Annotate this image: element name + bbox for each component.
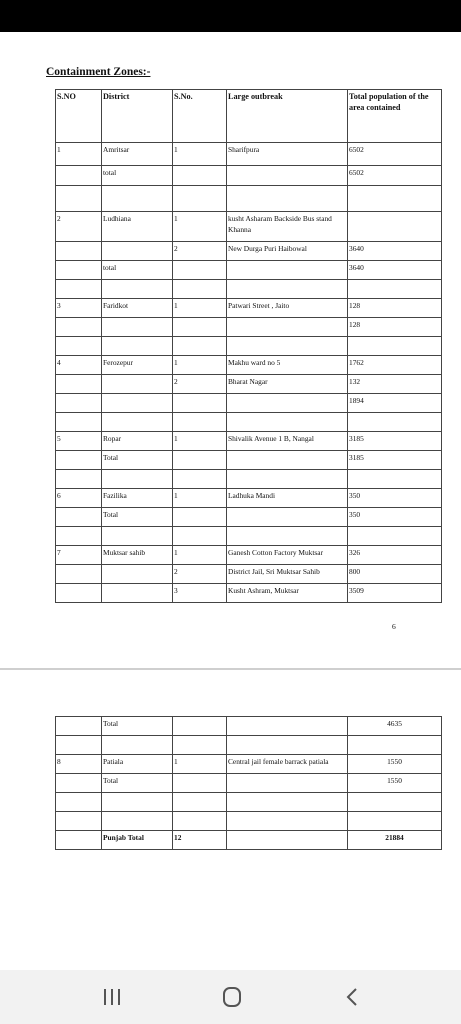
cell-sno: 1 [56,143,102,166]
cell-large-outbreak [227,508,348,527]
cell-sno [56,261,102,280]
table-row [56,375,442,394]
table-row [56,470,442,489]
cell-district: Total [102,508,173,527]
cell-sub-sno: 1 [173,356,227,375]
header-sub-sno: S.No. [173,90,227,143]
cell-sno [56,318,102,337]
cell-sub-sno: 3 [173,584,227,603]
cell-sub-sno [173,774,227,793]
cell-total-population [348,413,442,432]
cell-large-outbreak: Shivalik Avenue 1 B, Nangal [227,432,348,451]
cell-total-population [348,212,442,242]
table-row [56,432,442,451]
cell-large-outbreak: Makhu ward no 5 [227,356,348,375]
cell-large-outbreak [227,774,348,793]
cell-large-outbreak: Sharifpura [227,143,348,166]
navigation-bar [0,970,461,1024]
cell-sno: 7 [56,546,102,565]
cell-total-population: 3509 [348,584,442,603]
cell-sno [56,584,102,603]
cell-sub-sno: 1 [173,143,227,166]
cell-sub-sno [173,261,227,280]
cell-sno [56,565,102,584]
cell-large-outbreak [227,413,348,432]
cell-large-outbreak [227,736,348,755]
cell-sno: 3 [56,299,102,318]
cell-large-outbreak [227,470,348,489]
table-row [56,337,442,356]
cell-sub-sno [173,166,227,186]
cell-sub-sno [173,717,227,736]
page-number: 6 [392,622,396,631]
table-row [56,261,442,280]
home-button[interactable] [217,983,247,1011]
cell-large-outbreak [227,280,348,299]
cell-sub-sno: 1 [173,299,227,318]
cell-district [102,736,173,755]
cell-sno: 6 [56,489,102,508]
cell-district: Ropar [102,432,173,451]
table-row [56,736,442,755]
cell-district: Faridkot [102,299,173,318]
cell-district [102,470,173,489]
cell-sub-sno: 1 [173,432,227,451]
cell-district [102,413,173,432]
cell-total-population: 1762 [348,356,442,375]
table-row [56,166,442,186]
cell-total-population: 3185 [348,451,442,470]
table-header-row [56,90,442,143]
cell-district: Total [102,451,173,470]
cell-large-outbreak [227,527,348,546]
cell-sno: 5 [56,432,102,451]
containment-table-continued [55,716,442,850]
cell-total-population: 1550 [348,755,442,774]
cell-sub-sno: 2 [173,565,227,584]
table-row [56,280,442,299]
cell-sno [56,242,102,261]
cell-sno [56,394,102,413]
cell-district [102,584,173,603]
cell-sub-sno [173,527,227,546]
cell-total-population: 1550 [348,774,442,793]
cell-district [102,394,173,413]
cell-total-population: 1894 [348,394,442,413]
document-page-2 [0,670,461,970]
cell-sub-sno [173,793,227,812]
cell-sno [56,527,102,546]
cell-large-outbreak [227,186,348,212]
cell-district [102,242,173,261]
cell-district: Ferozepur [102,356,173,375]
cell-sno: 4 [56,356,102,375]
cell-total-population [348,470,442,489]
cell-sno [56,413,102,432]
status-bar [0,0,461,32]
cell-sub-sno [173,812,227,831]
cell-district [102,280,173,299]
cell-sno [56,166,102,186]
cell-sub-sno [173,508,227,527]
cell-district: Patiala [102,755,173,774]
cell-sno [56,470,102,489]
cell-large-outbreak [227,166,348,186]
cell-sub-sno [173,451,227,470]
cell-district: Punjab Total [102,831,173,850]
cell-district: Muktsar sahib [102,546,173,565]
cell-sub-sno: 1 [173,489,227,508]
cell-large-outbreak [227,793,348,812]
cell-large-outbreak: Central jail female barrack patiala [227,755,348,774]
cell-large-outbreak [227,451,348,470]
header-total-population: Total population of the area contained [348,90,442,143]
cell-sub-sno [173,318,227,337]
cell-total-population: 3185 [348,432,442,451]
cell-sub-sno [173,413,227,432]
cell-total-population [348,527,442,546]
cell-total-population: 350 [348,489,442,508]
cell-large-outbreak [227,261,348,280]
cell-total-population: 6502 [348,143,442,166]
cell-sub-sno [173,394,227,413]
cell-sub-sno: 2 [173,242,227,261]
header-sno: S.NO [56,90,102,143]
cell-sno: 2 [56,212,102,242]
cell-district: Total [102,774,173,793]
cell-sno [56,508,102,527]
recent-apps-icon [97,983,127,1011]
cell-sno [56,812,102,831]
header-large-outbreak: Large outbreak [227,90,348,143]
cell-sno [56,337,102,356]
cell-total-population: 128 [348,318,442,337]
cell-total-population [348,812,442,831]
table-row [56,812,442,831]
cell-district: Total [102,717,173,736]
back-icon [337,983,367,1011]
cell-district [102,186,173,212]
table-row [56,831,442,850]
table-row [56,527,442,546]
page-title: Containment Zones:- [46,66,151,78]
cell-large-outbreak [227,812,348,831]
cell-sno [56,186,102,212]
cell-total-population [348,736,442,755]
cell-sno [56,793,102,812]
cell-total-population [348,186,442,212]
cell-total-population: 3640 [348,261,442,280]
cell-large-outbreak: New Durga Puri Haibowal [227,242,348,261]
table-row [56,584,442,603]
table-row [56,489,442,508]
cell-large-outbreak [227,717,348,736]
cell-total-population [348,337,442,356]
cell-total-population: 350 [348,508,442,527]
cell-large-outbreak: Kusht Ashram, Muktsar [227,584,348,603]
cell-large-outbreak: Bharat Nagar [227,375,348,394]
cell-sub-sno: 1 [173,546,227,565]
recent-apps-button[interactable] [97,983,127,1011]
cell-total-population: 21884 [348,831,442,850]
cell-district [102,337,173,356]
cell-sub-sno: 2 [173,375,227,394]
table-row [56,143,442,166]
cell-district [102,812,173,831]
table-row [56,755,442,774]
cell-district: Amritsar [102,143,173,166]
cell-district [102,793,173,812]
cell-total-population [348,280,442,299]
table-row [56,242,442,261]
cell-total-population: 4635 [348,717,442,736]
cell-large-outbreak: Ladhuka Mandi [227,489,348,508]
table-row [56,565,442,584]
table-row [56,212,442,242]
cell-sub-sno [173,186,227,212]
cell-district: Ludhiana [102,212,173,242]
cell-sno [56,451,102,470]
cell-total-population [348,793,442,812]
cell-district [102,375,173,394]
cell-total-population: 6502 [348,166,442,186]
table-row [56,413,442,432]
back-button[interactable] [337,983,367,1011]
cell-sno: 8 [56,755,102,774]
cell-total-population: 128 [348,299,442,318]
cell-sno [56,774,102,793]
cell-total-population: 326 [348,546,442,565]
table-row [56,394,442,413]
cell-large-outbreak: Ganesh Cotton Factory Muktsar [227,546,348,565]
cell-sno [56,831,102,850]
cell-total-population: 132 [348,375,442,394]
cell-sub-sno [173,470,227,489]
table-row [56,356,442,375]
cell-district [102,527,173,546]
cell-large-outbreak [227,337,348,356]
table-row [56,793,442,812]
cell-district [102,565,173,584]
table-row [56,546,442,565]
cell-total-population: 800 [348,565,442,584]
table-row [56,717,442,736]
header-district: District [102,90,173,143]
table-row [56,318,442,337]
cell-total-population: 3640 [348,242,442,261]
cell-large-outbreak: Patwari Street , Jaito [227,299,348,318]
cell-large-outbreak [227,318,348,337]
cell-large-outbreak: kusht Asharam Backside Bus stand Khanna [227,212,348,242]
cell-district: total [102,166,173,186]
cell-district: total [102,261,173,280]
cell-sub-sno [173,280,227,299]
cell-large-outbreak: District Jail, Sri Muktsar Sahib [227,565,348,584]
cell-district [102,318,173,337]
table-row [56,299,442,318]
cell-sub-sno [173,736,227,755]
cell-sno [56,717,102,736]
cell-sub-sno [173,337,227,356]
cell-sub-sno: 12 [173,831,227,850]
document-page-1 [0,32,461,668]
cell-sub-sno: 1 [173,212,227,242]
table-row [56,508,442,527]
containment-table [55,89,442,603]
cell-large-outbreak [227,831,348,850]
table-row [56,451,442,470]
table-row [56,186,442,212]
cell-sno [56,280,102,299]
cell-sno [56,736,102,755]
cell-sno [56,375,102,394]
table-row [56,774,442,793]
cell-district: Fazilika [102,489,173,508]
home-icon [217,983,247,1011]
cell-large-outbreak [227,394,348,413]
cell-sub-sno: 1 [173,755,227,774]
